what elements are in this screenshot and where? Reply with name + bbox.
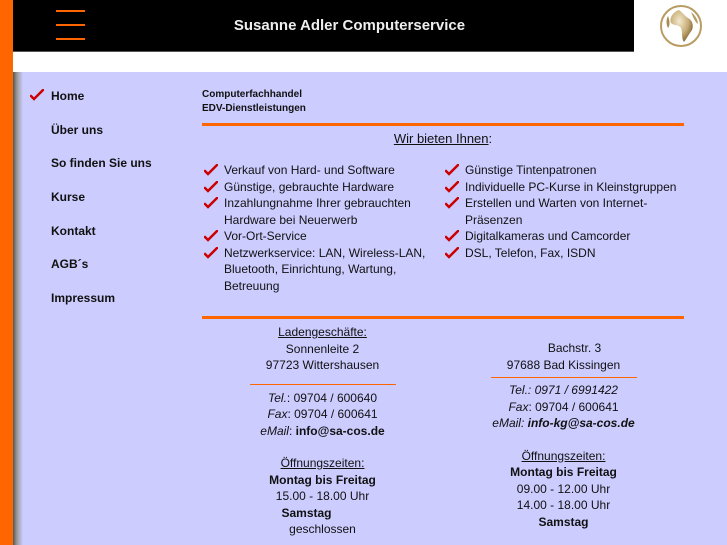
list-item [202, 195, 443, 228]
shop-street: Bachstr. 3 [547, 341, 602, 355]
shop-divider [250, 384, 396, 385]
email-label: eMail [260, 423, 289, 438]
email-sep: : [288, 423, 296, 438]
list-item-text: DSL, Telefon, Fax, ISDN [465, 245, 596, 260]
list-item [443, 179, 684, 196]
shop-wittershausen [202, 324, 443, 538]
tel-label: Tel. [268, 390, 287, 405]
hours-title: Öffnungszeiten: [521, 448, 606, 463]
nav-item-agb[interactable] [30, 254, 190, 288]
checkmark-icon [204, 197, 218, 209]
shops-heading: Ladengeschäfte: [278, 325, 367, 339]
checkmark-icon [204, 247, 218, 259]
saturday-label: Samstag [281, 505, 332, 520]
checkmark-icon [445, 181, 459, 193]
weekday-hours: 15.00 - 18.00 Uhr [275, 489, 370, 503]
globe-icon [659, 4, 703, 48]
list-item-text: Netzwerkservice: LAN, Wireless-LAN, Bluetooth, Einrichtung, Wartung, Betreuung [224, 245, 426, 293]
list-item [443, 195, 684, 228]
checkmark-icon [445, 230, 459, 242]
nav-item-home[interactable] [30, 86, 190, 120]
nav-label: Über uns [51, 122, 104, 137]
left-accent-stripe [0, 0, 13, 545]
tel-value: : 09704 / 600640 [286, 390, 377, 405]
fax-label: Fax [267, 407, 288, 421]
weekday-hours: 09.00 - 12.00 Uhr [516, 481, 611, 496]
list-item-text: Erstellen und Warten von Internet-Präsenzen [465, 196, 648, 227]
offer-list-left [202, 162, 443, 294]
nav-label: Home [51, 89, 85, 103]
fax-value: : 09704 / 600641 [287, 407, 378, 421]
nav-label: So finden Sie uns [51, 156, 152, 171]
nav-item-ueber-uns[interactable] [30, 120, 190, 154]
list-item [202, 228, 443, 245]
nav-item-kurse[interactable] [30, 187, 190, 221]
checkmark-icon [30, 89, 44, 101]
shops-section [202, 324, 684, 538]
shop-email [202, 423, 443, 440]
divider [202, 316, 684, 319]
offer-heading [202, 131, 684, 146]
shop-fax [443, 399, 684, 416]
nav-item-so-finden-sie-uns[interactable] [30, 153, 190, 187]
shop-bad-kissingen [443, 324, 684, 538]
shop-fax [202, 406, 443, 423]
fax-label: Fax [508, 399, 529, 414]
offer-list-right [443, 162, 684, 294]
offer-lists [202, 162, 684, 294]
divider [202, 123, 684, 126]
checkmark-icon [445, 247, 459, 259]
nav-item-impressum[interactable] [30, 288, 190, 322]
list-item-text: Günstige, gebrauchte Hardware [224, 179, 395, 194]
list-item [443, 162, 684, 179]
checkmark-icon [445, 197, 459, 209]
shop-tel: Tel.: 0971 / 6991422 [509, 383, 618, 397]
shop-city: 97688 Bad Kissingen [506, 357, 621, 372]
site-title: Susanne Adler Computerservice [233, 17, 466, 34]
sidebar-nav [30, 86, 190, 322]
nav-label: Kontakt [51, 223, 96, 238]
logo-area [634, 0, 727, 52]
main-content [202, 88, 684, 538]
checkmark-icon [204, 181, 218, 193]
shop-city: 97723 Wittershausen [265, 358, 380, 372]
checkmark-icon [204, 164, 218, 176]
checkmark-icon [445, 164, 459, 176]
content-shadow [13, 72, 23, 545]
list-item [443, 228, 684, 245]
email-label: eMail: [492, 416, 528, 430]
list-item-text: Individuelle PC-Kurse in Kleinstgruppen [465, 179, 677, 194]
list-item-text: Verkauf von Hard- und Software [224, 163, 395, 177]
nav-item-kontakt[interactable] [30, 221, 190, 255]
shop-tel [202, 390, 443, 407]
offer-heading-colon: : [488, 131, 493, 146]
list-item [202, 245, 443, 295]
nav-label: Kurse [51, 190, 86, 205]
saturday-hours: geschlossen [289, 522, 356, 536]
email-link[interactable]: info-kg@sa-cos.de [527, 416, 635, 430]
list-item-text: Digitalkameras und Camcorder [465, 229, 631, 243]
offer-heading-text: Wir bieten Ihnen [393, 131, 489, 146]
header-bar [13, 0, 634, 52]
checkmark-icon [204, 230, 218, 242]
email-link[interactable]: info@sa-cos.de [295, 423, 385, 438]
saturday-label: Samstag [538, 514, 589, 529]
list-item-text: Günstige Tintenpatronen [465, 163, 597, 177]
weekday-hours: 14.00 - 18.00 Uhr [516, 498, 611, 512]
weekdays-label: Montag bis Freitag [269, 472, 376, 487]
shop-street: Sonnenleite 2 [285, 341, 360, 356]
nav-label: AGB´s [51, 257, 89, 272]
list-item-text: Inzahlungnahme Ihrer gebrauchten Hardware bei Neuerwerb [224, 196, 411, 227]
shop-email [443, 415, 684, 432]
subtitle-edv: EDV-Dienstleistungen [202, 103, 306, 114]
nav-label: Impressum [51, 291, 116, 306]
hours-title: Öffnungszeiten: [280, 456, 365, 470]
weekdays-label: Montag bis Freitag [510, 465, 617, 479]
list-item [443, 245, 684, 262]
subtitle-computerfachhandel: Computerfachhandel [202, 89, 303, 100]
list-item-text: Vor-Ort-Service [224, 229, 307, 243]
fax-value: : 09704 / 600641 [528, 399, 619, 414]
header-spacer [13, 52, 727, 72]
list-item [202, 162, 443, 179]
shop-divider [491, 377, 637, 378]
list-item [202, 179, 443, 196]
